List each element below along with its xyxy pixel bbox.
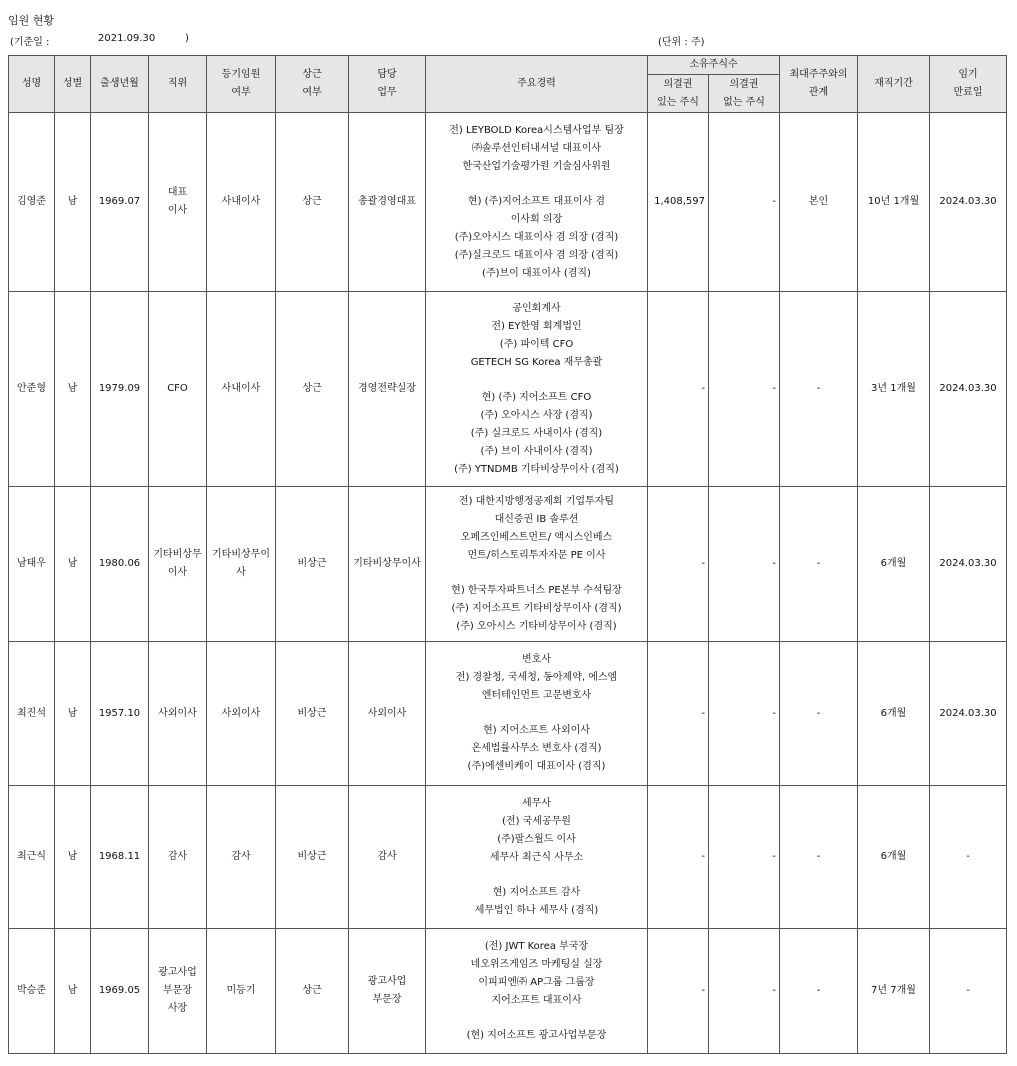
career-line: 오페즈인베스트먼트/ 액시스인베스 bbox=[460, 531, 613, 543]
header-term: 임기 만료일 bbox=[930, 56, 1007, 113]
cell-voting-shares: - bbox=[648, 487, 709, 642]
career-line: ㈜솔루션인터내셔널 대표이사 bbox=[471, 142, 602, 154]
cell-birth: 1957.10 bbox=[91, 642, 149, 786]
header-tenure: 재직기간 bbox=[858, 56, 930, 113]
career-line: (주)브이 대표이사 (겸직) bbox=[482, 267, 591, 279]
career-line: 전) LEYBOLD Korea시스템사업부 팀장 bbox=[449, 124, 624, 136]
cell-registered: 사내이사 bbox=[207, 292, 276, 487]
career-line: (주) YTNDMB 기타비상무이사 (겸직) bbox=[454, 463, 619, 475]
cell-position: 기타비상무 이사 bbox=[149, 487, 207, 642]
cell-birth: 1968.11 bbox=[91, 786, 149, 929]
career-line: 한국산업기술평가원 기술심사위원 bbox=[462, 160, 611, 172]
cell-term: 2024.03.30 bbox=[930, 113, 1007, 292]
cell-duty: 광고사업 부문장 bbox=[349, 929, 426, 1054]
cell-voting-shares: - bbox=[648, 929, 709, 1054]
header-birth: 출생년월 bbox=[91, 56, 149, 113]
career-line: (주) 지어소프트 기타비상무이사 (겸직) bbox=[451, 602, 622, 614]
cell-nonvoting-shares: - bbox=[709, 292, 780, 487]
cell-name: 김영준 bbox=[9, 113, 55, 292]
cell-registered: 감사 bbox=[207, 786, 276, 929]
career-line: 대신증권 IB 솔루션 bbox=[494, 513, 579, 525]
cell-relation: - bbox=[780, 929, 858, 1054]
table-row bbox=[9, 642, 1007, 786]
career-line: 현) 한국투자파트너스 PE본부 수석팀장 bbox=[451, 584, 622, 596]
cell-gender: 남 bbox=[55, 786, 91, 929]
cell-duty: 감사 bbox=[349, 786, 426, 929]
cell-relation: 본인 bbox=[780, 113, 858, 292]
career-line: 세무법인 하나 세무사 (겸직) bbox=[474, 904, 599, 916]
cell-term: 2024.03.30 bbox=[930, 292, 1007, 487]
cell-position: 사외이사 bbox=[149, 642, 207, 786]
header-duty: 담당 업무 bbox=[349, 56, 426, 113]
cell-voting-shares: - bbox=[648, 642, 709, 786]
cell-gender: 남 bbox=[55, 642, 91, 786]
table-row bbox=[9, 929, 1007, 1054]
cell-duty: 경영전략실장 bbox=[349, 292, 426, 487]
cell-tenure: 6개월 bbox=[858, 786, 930, 929]
header-position: 직위 bbox=[149, 56, 207, 113]
basis-label: (기준일 : bbox=[10, 37, 50, 48]
header-name: 성명 bbox=[9, 56, 55, 113]
career-line: 세무사 bbox=[522, 797, 551, 809]
cell-name: 최근식 bbox=[9, 786, 55, 929]
career-line: 현) (주)지어소프트 대표이사 겸 bbox=[467, 195, 606, 207]
cell-position: 광고사업 부문장 사장 bbox=[149, 929, 207, 1054]
career-line: 공인회계사 bbox=[512, 302, 561, 314]
table-row bbox=[9, 487, 1007, 642]
cell-name: 남태우 bbox=[9, 487, 55, 642]
career-line: 지어소프트 대표이사 bbox=[491, 994, 582, 1006]
career-line: (전) JWT Korea 부국장 bbox=[484, 940, 589, 952]
cell-voting-shares: - bbox=[648, 292, 709, 487]
cell-term: - bbox=[930, 786, 1007, 929]
unit-label: (단위 : 주) bbox=[658, 37, 705, 48]
career-line: 전) 대한지방행정공제회 기업투자팀 bbox=[458, 495, 615, 507]
cell-career bbox=[426, 292, 648, 487]
cell-name: 박승준 bbox=[9, 929, 55, 1054]
career-line: (주) 파이텍 CFO bbox=[499, 338, 574, 350]
cell-career bbox=[426, 929, 648, 1054]
header-fulltime: 상근 여부 bbox=[276, 56, 349, 113]
cell-relation: - bbox=[780, 786, 858, 929]
career-line: 현) (주) 지어소프트 CFO bbox=[481, 391, 592, 403]
cell-registered: 사외이사 bbox=[207, 642, 276, 786]
cell-gender: 남 bbox=[55, 929, 91, 1054]
section-title: 임원 현황 bbox=[8, 14, 55, 27]
career-line: 세무사 최근식 사무소 bbox=[489, 851, 584, 863]
cell-fulltime: 비상근 bbox=[276, 642, 349, 786]
career-line: 이사회 의장 bbox=[510, 213, 563, 225]
cell-position: 대표 이사 bbox=[149, 113, 207, 292]
cell-nonvoting-shares: - bbox=[709, 113, 780, 292]
cell-voting-shares: - bbox=[648, 786, 709, 929]
career-line: (주) 실크로드 사내이사 (겸직) bbox=[470, 427, 603, 439]
career-line: 변호사 bbox=[522, 654, 551, 665]
career-line: 현) 지어소프트 사외이사 bbox=[483, 725, 590, 736]
career-line: 엔터테인먼트 고문변호사 bbox=[481, 690, 592, 701]
career-line: 전) 경찰청, 국세청, 동아제약, 에스엠 bbox=[455, 672, 618, 683]
cell-nonvoting-shares: - bbox=[709, 487, 780, 642]
header-voting: 의결권 있는 주식 bbox=[648, 75, 709, 113]
cell-tenure: 6개월 bbox=[858, 487, 930, 642]
career-line: (주)에센비케이 대표이사 (겸직) bbox=[467, 761, 606, 772]
career-line: 먼트/히스토리투자자문 PE 이사 bbox=[467, 549, 606, 561]
header-nonvoting: 의결권 없는 주식 bbox=[709, 75, 780, 113]
cell-gender: 남 bbox=[55, 292, 91, 487]
career-line: (주) 오아시스 기타비상무이사 (겸직) bbox=[456, 620, 617, 632]
cell-registered: 기타비상무이 사 bbox=[207, 487, 276, 642]
career-line: 네오위즈게임즈 마케팅실 실장 bbox=[470, 958, 603, 970]
cell-nonvoting-shares: - bbox=[709, 642, 780, 786]
basis-date-line bbox=[10, 33, 189, 48]
header-career: 주요경력 bbox=[426, 56, 648, 113]
executive-table bbox=[8, 55, 1007, 1054]
cell-nonvoting-shares: - bbox=[709, 786, 780, 929]
cell-birth: 1969.07 bbox=[91, 113, 149, 292]
career-line: (주) 오아시스 사장 (겸직) bbox=[480, 409, 593, 421]
cell-birth: 1979.09 bbox=[91, 292, 149, 487]
cell-fulltime: 상근 bbox=[276, 292, 349, 487]
header-gender: 성별 bbox=[55, 56, 91, 113]
cell-nonvoting-shares: - bbox=[709, 929, 780, 1054]
career-line: (주)실크로드 대표이사 겸 의장 (겸직) bbox=[454, 249, 619, 261]
cell-name: 안준형 bbox=[9, 292, 55, 487]
header-relation: 최대주주와의 관계 bbox=[780, 56, 858, 113]
basis-date: 2021.09.30 bbox=[98, 33, 156, 44]
career-line: 이피피엔㈜ AP그룹 그룹장 bbox=[478, 976, 595, 988]
career-line: (현) 지어소프트 광고사업부문장 bbox=[466, 1029, 607, 1041]
header-registered: 등기임원 여부 bbox=[207, 56, 276, 113]
career-gap bbox=[429, 705, 644, 722]
cell-career bbox=[426, 487, 648, 642]
career-line: (주) 브이 사내이사 (겸직) bbox=[480, 445, 593, 457]
cell-tenure: 10년 1개월 bbox=[858, 113, 930, 292]
cell-tenure: 3년 1개월 bbox=[858, 292, 930, 487]
table-row bbox=[9, 292, 1007, 487]
table-row bbox=[9, 113, 1007, 292]
career-gap bbox=[429, 1010, 644, 1027]
career-gap bbox=[429, 867, 644, 884]
career-line: (주)팔스월드 이사 bbox=[497, 833, 576, 845]
cell-tenure: 6개월 bbox=[858, 642, 930, 786]
cell-relation: - bbox=[780, 642, 858, 786]
cell-career bbox=[426, 113, 648, 292]
header-shares: 소유주식수 bbox=[648, 56, 780, 75]
cell-position: CFO bbox=[149, 292, 207, 487]
cell-career bbox=[426, 642, 648, 786]
career-gap bbox=[429, 372, 644, 389]
career-gap bbox=[429, 176, 644, 193]
cell-fulltime: 비상근 bbox=[276, 786, 349, 929]
cell-name: 최진석 bbox=[9, 642, 55, 786]
career-line: 전) EY한영 회계법인 bbox=[491, 320, 582, 332]
cell-birth: 1969.05 bbox=[91, 929, 149, 1054]
cell-relation: - bbox=[780, 487, 858, 642]
cell-registered: 미등기 bbox=[207, 929, 276, 1054]
cell-relation: - bbox=[780, 292, 858, 487]
cell-birth: 1980.06 bbox=[91, 487, 149, 642]
cell-tenure: 7년 7개월 bbox=[858, 929, 930, 1054]
basis-close: ) bbox=[185, 33, 189, 44]
cell-term: 2024.03.30 bbox=[930, 642, 1007, 786]
cell-term: - bbox=[930, 929, 1007, 1054]
table-row bbox=[9, 786, 1007, 929]
cell-fulltime: 비상근 bbox=[276, 487, 349, 642]
cell-fulltime: 상근 bbox=[276, 113, 349, 292]
career-line: 온세법률사무소 변호사 (겸직) bbox=[471, 743, 602, 754]
career-line: 현) 지어소프트 감사 bbox=[492, 886, 581, 898]
cell-duty: 기타비상무이사 bbox=[349, 487, 426, 642]
career-gap bbox=[429, 565, 644, 582]
cell-gender: 남 bbox=[55, 487, 91, 642]
cell-registered: 사내이사 bbox=[207, 113, 276, 292]
cell-duty: 사외이사 bbox=[349, 642, 426, 786]
career-line: (주)오아시스 대표이사 겸 의장 (겸직) bbox=[454, 231, 619, 243]
cell-gender: 남 bbox=[55, 113, 91, 292]
career-line: GETECH SG Korea 재무총괄 bbox=[470, 356, 603, 368]
cell-fulltime: 상근 bbox=[276, 929, 349, 1054]
cell-career bbox=[426, 786, 648, 929]
cell-duty: 총괄경영대표 bbox=[349, 113, 426, 292]
cell-term: 2024.03.30 bbox=[930, 487, 1007, 642]
career-line: (전) 국세공무원 bbox=[502, 815, 571, 827]
cell-voting-shares: 1,408,597 bbox=[648, 113, 709, 292]
cell-position: 감사 bbox=[149, 786, 207, 929]
